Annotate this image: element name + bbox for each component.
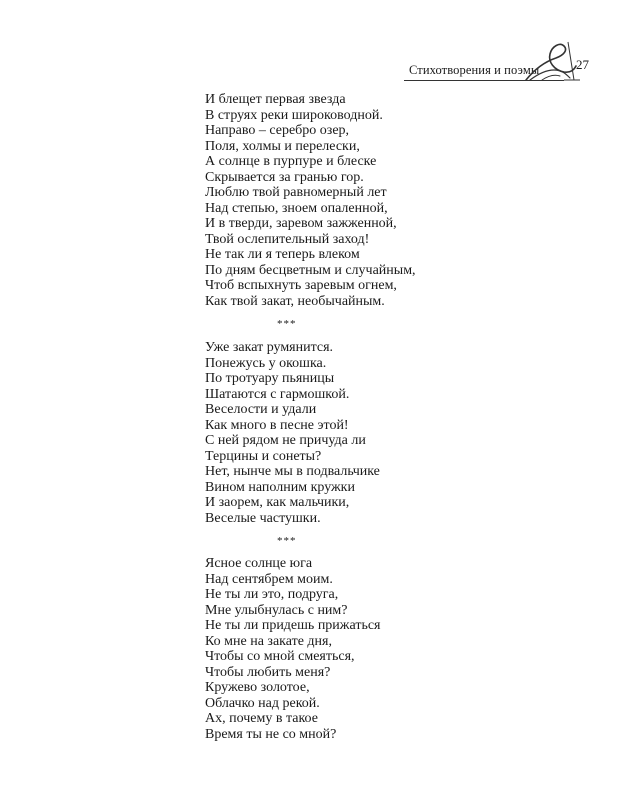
poem-line: Чтоб вспыхнуть заревым огнем,	[205, 278, 397, 293]
poem-line: Не ты ли это, подруга,	[205, 587, 339, 602]
poem-line: И в тверди, заревом зажженной,	[205, 216, 397, 231]
poem-line: Направо – серебро озер,	[205, 123, 350, 138]
poem-line: Над сентябрем моим.	[205, 571, 333, 587]
poem-line: Уже закат румянится.	[205, 340, 334, 355]
running-title: Стихотворения и поэмы	[409, 63, 540, 77]
poem-line: Как твой закат, необычайным.	[205, 293, 385, 309]
poem-line: А солнце в пурпуре и блеске	[205, 154, 377, 169]
poem-line: Не ты ли придешь прижаться	[205, 618, 381, 633]
poem-line: Шатаются с гармошкой.	[205, 386, 350, 402]
poem-line: Веселые частушки.	[205, 510, 321, 526]
calligraphic-swirl-icon	[524, 40, 580, 84]
poem-line: Ясное солнце юга	[205, 556, 313, 571]
poem-line: Понежусь у окошка.	[205, 355, 327, 371]
poem-line: Не так ли я теперь влеком	[205, 247, 360, 262]
page-number: 27	[576, 57, 589, 72]
page-header	[0, 0, 628, 100]
poem-line: Нет, нынче мы в подвальчике	[205, 464, 380, 479]
poem-line: Люблю твой равномерный лет	[205, 185, 387, 200]
poem-line: И блещет первая звезда	[205, 92, 346, 107]
poem-line: И заорем, как мальчики,	[205, 495, 350, 510]
poem-line: Мне улыбнулась с ним?	[205, 602, 348, 618]
poem-line: Вином наполним кружки	[205, 479, 355, 495]
poem-line: Время ты не со мной?	[205, 726, 337, 742]
poem-line: Облачко над рекой.	[205, 695, 320, 711]
poem-line: Чтобы любить меня?	[205, 664, 331, 680]
poem-line: Веселости и удали	[205, 402, 317, 417]
poem-stanza-1	[205, 92, 416, 309]
poem-line: Твой ослепительный заход!	[205, 231, 370, 247]
poem-line: Над степью, зноем опаленной,	[205, 200, 388, 216]
poem-line: В струях реки широководной.	[205, 107, 383, 123]
stanza-divider: ***	[277, 318, 297, 330]
poem-line: Поля, холмы и перелески,	[205, 138, 360, 154]
poem-line: По тротуару пьяницы	[205, 371, 335, 386]
poem-stanza-2	[205, 340, 380, 526]
poem-line: С ней рядом не причуда ли	[205, 433, 366, 448]
poem-line: Чтобы со мной смеяться,	[205, 649, 355, 664]
poem-line: Терцины и сонеты?	[205, 448, 322, 464]
poem-line: Как много в песне этой!	[205, 417, 349, 433]
poem-line: Скрывается за гранью гор.	[205, 169, 364, 185]
poem-stanza-3	[205, 556, 380, 742]
stanza-divider: ***	[277, 535, 297, 547]
poem-line: Ко мне на закате дня,	[205, 633, 332, 649]
poem-line: По дням бесцветным и случайным,	[205, 262, 416, 278]
poem-line: Ах, почему в такое	[205, 711, 318, 726]
poem-line: Кружево золотое,	[205, 680, 310, 695]
